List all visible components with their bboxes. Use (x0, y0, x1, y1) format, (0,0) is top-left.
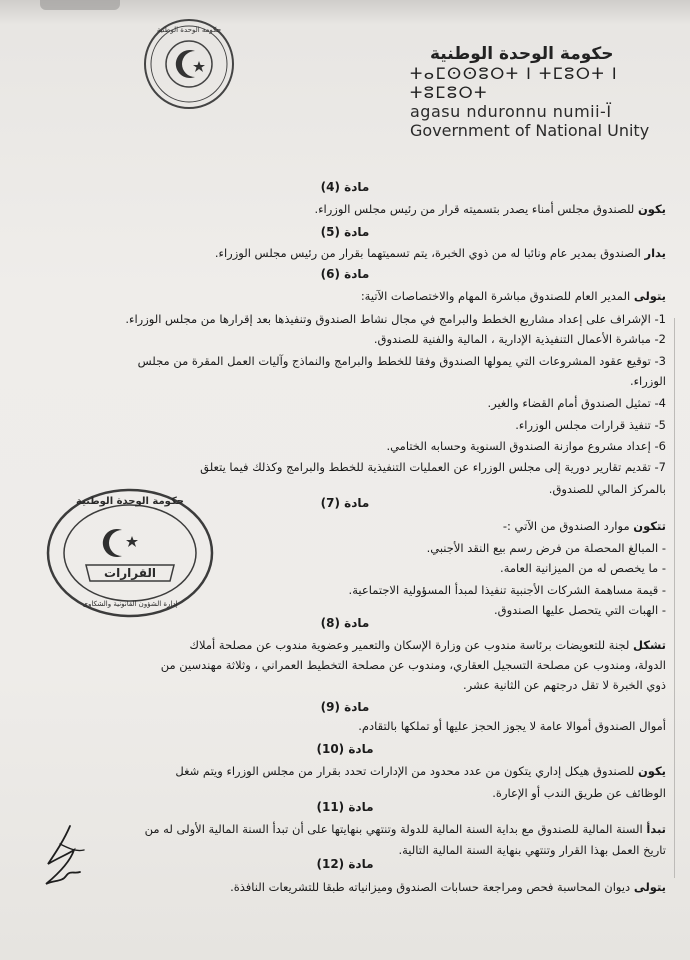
signature-icon (40, 822, 90, 894)
decisions-stamp-icon (46, 488, 214, 618)
article-line-text: ذوي الخبرة لا تقل درجتهم عن الثانية عشر. (463, 678, 666, 692)
letterhead (410, 44, 650, 140)
margin-line (674, 318, 675, 878)
article-line-text: موارد الصندوق من الآتي :- (502, 519, 634, 533)
article-line-text: للصندوق مجلس أمناء يصدر بتسميته قرار من رئيس مجلس الوزراء. (314, 202, 638, 216)
article-heading: مادة (8) (320, 616, 370, 630)
article-line (314, 202, 666, 216)
article-line-text: الصندوق بمدير عام ونائبا له من ذوي الخبرة، يتم تسميتهما بقرار من رئيس مجلس الوزراء. (214, 246, 645, 260)
article-line (463, 678, 666, 692)
article-heading: مادة (12) (316, 857, 374, 871)
article-line (374, 332, 666, 346)
article-line (161, 658, 666, 672)
article-line-text: - ما يخصص له من الميزانية العامة. (500, 561, 666, 575)
article-line (500, 561, 666, 575)
article-line (361, 289, 666, 303)
article-line (125, 312, 666, 326)
article-lead-word: يتولى (633, 880, 666, 894)
article-lead-word: تشكل (633, 638, 666, 652)
article-lead-word: تبدأ (646, 822, 666, 836)
stamp-top-text: حكومة الوحدة الوطنية (76, 496, 184, 507)
article-line (349, 583, 666, 597)
article-line-text: 6- إعداد مشروع موازنة الصندوق السنوية وحسابه الختامي. (386, 439, 666, 453)
article-line (230, 880, 666, 894)
article-lead-word: تتكون (633, 519, 666, 533)
article-lead-word: يكون (637, 764, 666, 778)
article-line (190, 638, 666, 652)
article-line-text: السنة المالية للصندوق مع بداية السنة المالية للدولة وتنتهي بنهايتها على أن تبدأ السنة المالية الأولى له من (144, 822, 647, 836)
article-heading: مادة (7) (320, 496, 370, 510)
article-heading: مادة (5) (320, 225, 370, 239)
letterhead-english: Government of National Unity (410, 121, 650, 140)
article-line-text: 3- توقيع عقود المشروعات التي يمولها الصندوق وفقا للخطط والبرامج والنماذج وآليات العمل المقرة من مجلس (137, 354, 666, 368)
article-line-text: للصندوق هيكل إداري يتكون من عدد محدود من الإدارات تحدد بقرار من مجلس الوزراء ويتم شغل (175, 764, 638, 778)
article-heading: مادة (10) (316, 742, 374, 756)
article-line-text: - قيمة مساهمة الشركات الأجنبية تنفيذا لمبدأ المسؤولية الاجتماعية. (348, 583, 666, 597)
article-line (358, 719, 666, 733)
article-line-text: - المبالغ المحصلة من فرض رسم بيع النقد الأجنبي. (426, 541, 666, 555)
article-line (215, 246, 666, 260)
article-line (427, 541, 666, 555)
article-line (138, 354, 666, 368)
article-line (630, 374, 666, 388)
article-line-text: المدير العام للصندوق مباشرة المهام والاختصاصات الآتية: (360, 289, 634, 303)
top-shadow (0, 0, 690, 24)
article-heading: مادة (6) (320, 267, 370, 281)
article-line (515, 418, 666, 432)
article-line-text: أموال الصندوق أموالا عامة لا يجوز الحجز عليها أو تملكها بالتقادم. (358, 719, 666, 733)
article-line-text: 2- مباشرة الأعمال التنفيذية الإدارية ، المالية والفنية للصندوق. (373, 332, 666, 346)
article-line (386, 439, 666, 453)
article-line-text: 5- تنفيذ قرارات مجلس الوزراء. (515, 418, 666, 432)
article-line-text: 7- تقديم تقارير دورية إلى مجلس الوزراء عن العمليات التنفيذية للخطط والبرامج وكذلك فيما يتعلق (200, 460, 666, 474)
article-line (503, 519, 666, 533)
article-line (549, 482, 666, 496)
article-heading: مادة (4) (320, 180, 370, 194)
article-heading: مادة (9) (320, 700, 370, 714)
article-line-text: ديوان المحاسبة فحص ومراجعة حسابات الصندوق وميزانياته طبقا للتشريعات النافذة. (230, 880, 634, 894)
article-line-text: - الهبات التي يتحصل عليها الصندوق. (493, 603, 666, 617)
article-heading: مادة (11) (316, 800, 374, 814)
letterhead-tifinagh: ⵜⴰⵎⵙⵙⵓⵔⵜ ⵏ ⵜⵎⵓⵔⵜ ⵏ ⵜⵓⵎⵓⵔⵜ (410, 64, 619, 102)
article-line (200, 460, 666, 474)
article-line (492, 786, 666, 800)
svg-text:حكومة الوحدة الوطنية: حكومة الوحدة الوطنية (156, 26, 222, 34)
article-line (494, 603, 666, 617)
article-line (175, 764, 666, 778)
article-line (145, 822, 666, 836)
article-line-text: الوظائف عن طريق الندب أو الإعارة. (492, 786, 666, 800)
article-lead-word: يتولى (633, 289, 666, 303)
letterhead-arabic: حكومة الوحدة الوطنية (430, 44, 614, 64)
article-line (398, 843, 666, 857)
article-lead-word: يدار (644, 246, 666, 260)
stamp-bottom-text: إدارة الشؤون القانونية والشكاوى (82, 600, 178, 608)
article-line-text: 1- الإشراف على إعداد مشاريع الخطط والبرامج في مجال نشاط الصندوق وتنفيذها بعد إقرارها من مجلس الوزراء. (125, 312, 666, 326)
article-line-text: الوزراء. (629, 374, 666, 388)
article-line (487, 396, 666, 410)
article-line-text: بالمركز المالي للصندوق. (548, 482, 666, 496)
article-lead-word: يكون (637, 202, 666, 216)
article-line-text: تاريخ العمل بهذا القرار وتنتهي بنهاية السنة المالية التالية. (398, 843, 666, 857)
article-line-text: لجنة للتعويضات برئاسة مندوب عن وزارة الإسكان والتعمير وعضوية مندوب عن مصلحة أملاك (189, 638, 634, 652)
stamp-center-text: القرارات (104, 566, 156, 580)
article-line-text: 4- تمثيل الصندوق أمام القضاء والغير. (487, 396, 666, 410)
government-seal-icon (143, 18, 235, 110)
article-line-text: الدولة، ومندوب عن مصلحة التسجيل العقاري، ومندوب عن مصلحة التخطيط العمراني ، وثلاثة مهندسين من (160, 658, 666, 672)
letterhead-amazigh: agasu nduronnu numii-Ï (410, 102, 612, 121)
